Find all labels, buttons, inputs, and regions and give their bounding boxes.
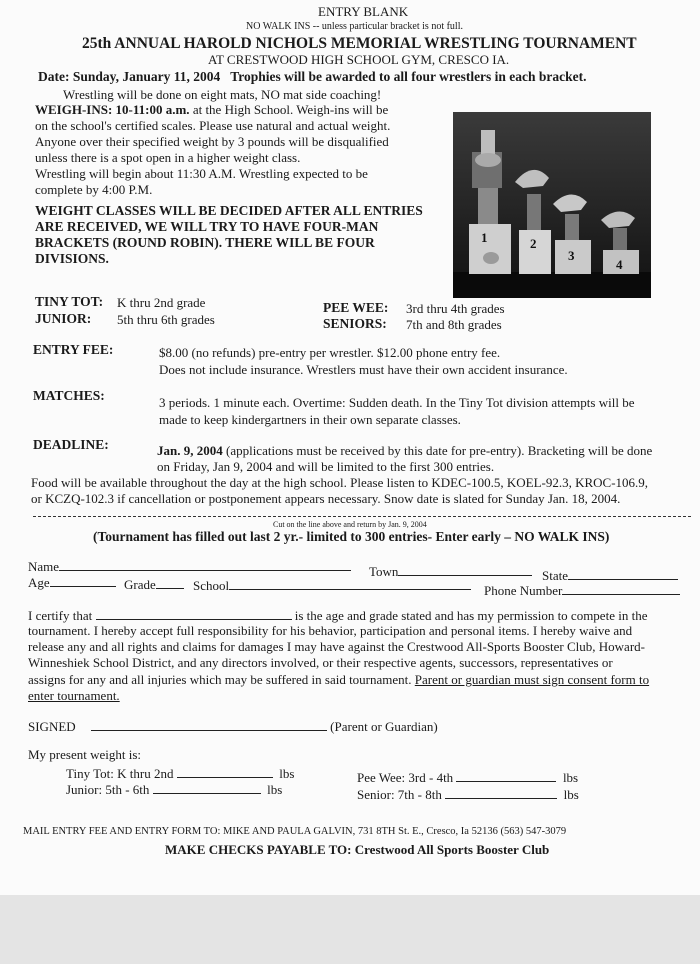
division-junior-grades: 5th thru 6th grades <box>117 312 215 327</box>
division-pee-wee-label: PEE WEE: <box>323 300 389 315</box>
trophies-photo <box>453 112 651 298</box>
weight-class-note-1: WEIGHT CLASSES WILL BE DECIDED AFTER ALL ENTRIES <box>35 203 423 218</box>
signed-label: SIGNED <box>28 719 76 734</box>
division-tiny-tot-grades: K thru 2nd grade <box>117 295 206 310</box>
certify-line-2: tournament. I hereby accept full responsibility for his behavior, participation and personal items. I hereby waive and <box>28 623 633 638</box>
name-label: Name <box>28 559 60 574</box>
weight-pee-wee-label: Pee Wee: 3rd - 4th <box>357 770 454 785</box>
grade-field[interactable] <box>156 576 184 589</box>
grade-row <box>124 576 184 593</box>
deadline-line-2: on Friday, Jan 9, 2004 and will be limited to the first 300 entries. <box>157 459 495 474</box>
certify-line-5 <box>28 672 649 688</box>
age-row <box>28 574 116 591</box>
filled-notice: (Tournament has filled out last 2 yr.- limited to 300 entries- Enter early – NO WALK INS) <box>93 529 610 544</box>
tournament-date: Sunday, January 11, 2004 <box>72 69 221 84</box>
state-field[interactable] <box>568 567 678 580</box>
weight-pee-wee-field[interactable] <box>456 769 556 782</box>
division-pee-wee-grades: 3rd thru 4th grades <box>406 301 505 316</box>
deadline-text: (applications must be received by this date for pre-entry). Bracketing will be done <box>222 443 653 458</box>
weight-class-note-3: BRACKETS (ROUND ROBIN). THERE WILL BE FOUR <box>35 235 375 250</box>
matches-label: MATCHES: <box>33 388 105 403</box>
intro-line-3: on the school's certified scales. Please use natural and actual weight. <box>35 118 391 133</box>
weight-pee-wee-row <box>357 769 578 786</box>
school-row <box>193 577 471 594</box>
weight-tiny-tot-field[interactable] <box>177 765 273 778</box>
weight-tiny-tot-label: Tiny Tot: K thru 2nd <box>66 766 174 781</box>
certify-line-6: enter tournament. <box>28 688 120 703</box>
food-line-1: Food will be available throughout the day at the high school. Please listen to KDEC-100.5, KOEL-92.3, KROC-106.9, <box>31 475 649 490</box>
signature-field[interactable] <box>91 718 327 731</box>
certify-text-a: I certify that <box>28 608 93 623</box>
entry-fee-line-2: Does not include insurance. Wrestlers must have their own accident insurance. <box>159 362 568 377</box>
intro-line-6: Wrestling will begin about 11:30 A.M. Wrestling expected to be <box>35 166 368 181</box>
food-line-2: or KCZQ-102.3 if cancellation or postponement appears necessary. Snow date is slated for Sunday Jan. 18, 2004. <box>31 491 621 506</box>
entry-fee-line-1: $8.00 (no refunds) pre-entry per wrestler. $12.00 phone entry fee. <box>159 345 501 360</box>
place-3-label: 3 <box>568 248 575 263</box>
town-label: Town <box>369 564 399 579</box>
phone-label: Phone Number <box>484 583 563 598</box>
weight-heading: My present weight is: <box>28 747 142 762</box>
matches-line-2: made to keep kindergartners in their own separate classes. <box>159 412 461 427</box>
weight-junior-label: Junior: 5th - 6th <box>66 782 150 797</box>
certify-text-b: is the age and grade stated and has my permission to compete in the <box>294 608 648 623</box>
weight-tiny-tot-unit: lbs <box>279 766 295 781</box>
name-row <box>28 558 351 575</box>
certify-line-4: Winneshiek School District, and any directors involved, or their respective agents, successors, representatives or <box>28 655 613 670</box>
certify-text-c: assigns for any and all injuries which may be suffered in said tournament. <box>28 672 415 687</box>
division-seniors-label: SENIORS: <box>323 316 387 331</box>
cut-line <box>33 516 691 517</box>
weight-class-note-2: ARE RECEIVED, WE WILL TRY TO HAVE FOUR-MAN <box>35 219 379 234</box>
consent-requirement: Parent or guardian must sign consent form to <box>414 672 650 687</box>
phone-row <box>484 582 680 599</box>
grade-label: Grade <box>124 577 156 592</box>
phone-field[interactable] <box>562 582 680 595</box>
weight-senior-field[interactable] <box>445 786 557 799</box>
weight-pee-wee-unit: lbs <box>562 770 579 785</box>
age-field[interactable] <box>50 574 116 587</box>
signed-row <box>28 718 438 735</box>
entry-fee-label: ENTRY FEE: <box>33 342 114 357</box>
weight-junior-unit: lbs <box>267 782 283 797</box>
division-junior-label: JUNIOR: <box>35 311 92 326</box>
town-field[interactable] <box>398 563 532 576</box>
date-line <box>38 69 587 85</box>
name-field[interactable] <box>59 558 351 571</box>
weight-class-note-4: DIVISIONS. <box>35 251 109 266</box>
no-walk-ins-note: NO WALK INS -- unless particular bracket is not full. <box>246 21 463 32</box>
intro-line-4: Anyone over their specified weight by 3 pounds will be disqualified <box>35 134 389 149</box>
school-field[interactable] <box>229 577 471 590</box>
weigh-ins-text: at the High School. Weigh-ins will be <box>189 102 389 117</box>
deadline-line-1 <box>157 443 652 459</box>
weight-junior-row <box>66 781 282 798</box>
certify-line-3: release any and all rights and claims for damages I may have against the Crestwood All-Sports Booster Club, Howard- <box>28 639 645 654</box>
school-label: School <box>193 578 230 593</box>
signed-suffix: (Parent or Guardian) <box>330 719 438 734</box>
checks-payable: MAKE CHECKS PAYABLE TO: Crestwood All Sports Booster Club <box>165 842 550 857</box>
venue-line: AT CRESTWOOD HIGH SCHOOL GYM, CRESCO IA. <box>208 52 510 67</box>
intro-line-5: unless there is a spot open in a higher weight class. <box>35 150 301 165</box>
weight-senior-label: Senior: 7th - 8th <box>357 787 442 802</box>
deadline-label: DEADLINE: <box>33 437 109 452</box>
age-label: Age <box>28 575 50 590</box>
matches-line-1: 3 periods. 1 minute each. Overtime: Sudden death. In the Tiny Tot division attempts will be <box>159 395 635 410</box>
weight-tiny-tot-row <box>66 765 294 782</box>
intro-line-7: complete by 4:00 P.M. <box>35 182 153 197</box>
trophies-note: Trophies will be awarded to all four wrestlers in each bracket. <box>230 69 587 84</box>
mats-note: Wrestling will be done on eight mats, NO mat side coaching! <box>63 87 382 102</box>
place-4-label: 4 <box>616 257 623 272</box>
cut-note: Cut on the line above and return by Jan. 9, 2004 <box>273 520 427 529</box>
weight-senior-unit: lbs <box>563 787 579 802</box>
certify-line-1 <box>28 607 647 624</box>
entry-blank-heading: ENTRY BLANK <box>318 4 409 19</box>
division-seniors-grades: 7th and 8th grades <box>406 317 502 332</box>
wrestler-name-field[interactable] <box>96 607 292 620</box>
weigh-ins-label: WEIGH-INS: 10-11:00 a.m. <box>35 102 190 117</box>
trophies-illustration <box>453 112 651 298</box>
place-2-label: 2 <box>530 236 537 251</box>
deadline-date: Jan. 9, 2004 <box>157 443 223 458</box>
weight-senior-row <box>357 786 579 803</box>
division-tiny-tot-label: TINY TOT: <box>35 294 104 309</box>
mail-instructions: MAIL ENTRY FEE AND ENTRY FORM TO: MIKE AND PAULA GALVIN, 731 8TH St. E., Cresco, Ia 52136 (563) 547-3079 <box>23 826 567 837</box>
date-label: Date: <box>38 69 70 84</box>
tournament-title: 25th ANNUAL HAROLD NICHOLS MEMORIAL WRESTLING TOURNAMENT <box>82 35 637 52</box>
weigh-ins-line <box>35 102 388 118</box>
place-1-label: 1 <box>481 230 488 245</box>
weight-junior-field[interactable] <box>153 781 261 794</box>
state-label: State <box>542 568 568 583</box>
